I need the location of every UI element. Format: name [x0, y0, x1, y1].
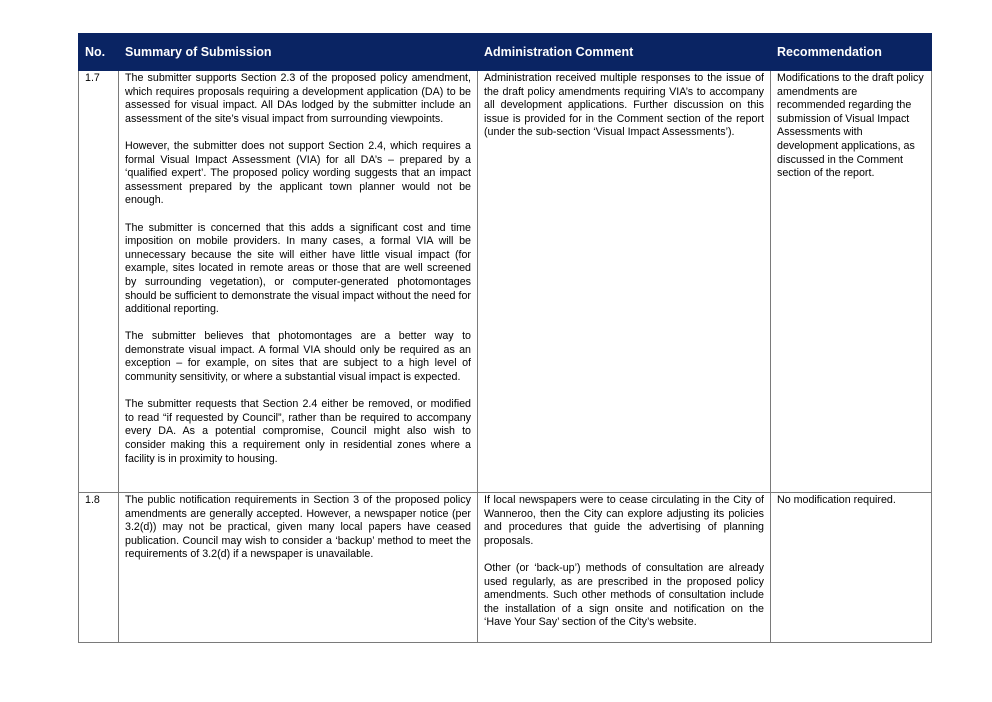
summary-cell [119, 71, 478, 493]
table-row [79, 71, 932, 493]
admin-comment-paragraph: Other (or ‘back-up’) methods of consultation are already used regularly, as are prescribed in the proposed policy amendments. Such other methods of consultation include the installation of a sign onsite and notification on the ‘Have Your Say’ section of the City’s website. [484, 561, 764, 629]
row-number: 1.7 [79, 71, 119, 493]
summary-paragraph: The submitter requests that Section 2.4 either be removed, or modified to read “if requested by Council”, rather than be required to accompany every DA. As a potential compromise, Council might also wish to consider making this a requirement only in residential zones where a facility is in proximity to housing. [125, 398, 471, 465]
recommendation-text: No modification required. [777, 494, 896, 506]
recommendation-cell [771, 493, 932, 643]
submissions-table-page [78, 33, 931, 643]
header-recommendation: Recommendation [771, 34, 932, 71]
admin-comment-cell [478, 71, 771, 493]
summary-paragraph: The submitter supports Section 2.3 of the proposed policy amendment, which requires proposals requiring a development application (DA) to be assessed for visual impact. All DAs lodged by the submitter include an assessment of the site’s visual impact from surrounding viewpoints. [125, 72, 471, 125]
summary-cell [119, 493, 478, 643]
summary-paragraph: The submitter is concerned that this adds a significant cost and time imposition on mobile providers. In many cases, a formal VIA will be unnecessary because the site will either have little visual impact (for example, sites located in remote areas or those that are well screened by surrounding vegetation), or computer-generated photomontages should be sufficient to demonstrate the visual impact without the need for additional reporting. [125, 221, 471, 316]
admin-comment-paragraph: Administration received multiple responses to the issue of the draft policy amendments requiring VIA’s to accompany all development applications. Further discussion on this issue is provided for in the Comment section of the report (under the sub-section ‘Visual Impact Assessments’). [484, 72, 764, 139]
summary-paragraph: However, the submitter does not support Section 2.4, which requires a formal Visual Impact Assessment (VIA) for all DA’s – prepared by a ‘qualified expert’. The proposed policy wording suggests that an impact assessment prepared by the applicant town planner would not be enough. [125, 139, 471, 207]
admin-comment-cell [478, 493, 771, 643]
header-no: No. [79, 34, 119, 71]
table-header [79, 34, 932, 71]
recommendation-cell [771, 71, 932, 493]
recommendation-text: Modifications to the draft policy amendments are recommended regarding the submission of Visual Impact Assessments with development applications, as discussed in the Comment section of the report. [777, 72, 924, 180]
summary-paragraph: The submitter believes that photomontages are a better way to demonstrate visual impact. A formal VIA should only be required as an exception – for example, on sites that are subject to a high level of community sensitivity, or where a substantial visual impact is expected. [125, 330, 471, 384]
row-number: 1.8 [79, 493, 119, 643]
summary-paragraph: The public notification requirements in Section 3 of the proposed policy amendments are generally accepted. However, a newspaper notice (per 3.2(d)) may not be practical, given many local papers have ceased publication. Council may wish to consider a ‘backup’ method to meet the requirements of 3.2(d) if a newspaper is unavailable. [125, 494, 471, 561]
header-summary: Summary of Submission [119, 34, 478, 71]
admin-comment-paragraph: If local newspapers were to cease circulating in the City of Wanneroo, then the City can explore adjusting its policies and procedures that guide the advertising of planning proposals. [484, 494, 764, 547]
header-admin-comment: Administration Comment [478, 34, 771, 71]
submissions-table [78, 33, 932, 643]
table-row [79, 493, 932, 643]
